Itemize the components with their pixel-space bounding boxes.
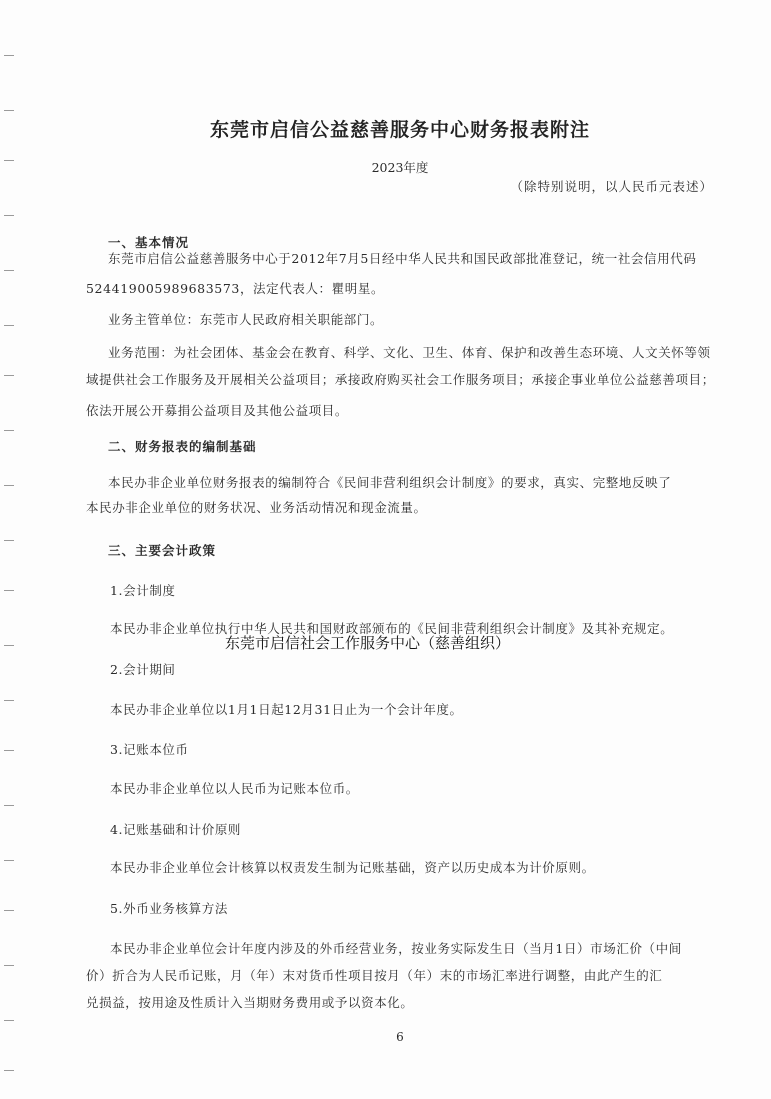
section-1-paragraph-1-line-1: 东莞市启信公益慈善服务中心于2012年7月5日经中华人民共和国民政部批准登记，统一社会信用代码: [108, 251, 697, 266]
section-1-heading: 一、基本情况: [108, 235, 190, 250]
section-1-paragraph-1-line-2: 524419005989683573，法定代表人：瞿明星。: [86, 281, 385, 296]
policy-4-text: 本民办非企业单位会计核算以权责发生制为记账基础，资产以历史成本为计价原则。: [110, 860, 595, 875]
policy-5-text-line-3: 兑损益，按用途及性质计入当期财务费用或予以资本化。: [86, 995, 414, 1010]
section-3-heading: 三、主要会计政策: [108, 543, 217, 558]
document-title: 东莞市启信公益慈善服务中心财务报表附注: [209, 119, 590, 141]
policy-4-heading: 4.记账基础和计价原则: [110, 822, 242, 837]
report-year: 2023年度: [371, 160, 429, 175]
policy-5-text-line-1: 本民办非企业单位会计年度内涉及的外币经营业务，按业务实际发生日（当月1日）市场汇价（中间: [110, 941, 682, 956]
section-1-paragraph-3-line-3: 依法开展公开募捐公益项目及其他公益项目。: [86, 403, 349, 418]
organization-stamp-text: 东莞市启信社会工作服务中心（慈善组织）: [225, 634, 511, 652]
policy-3-heading: 3.记账本位币: [110, 742, 189, 757]
section-2-paragraph-line-2: 本民办非企业单位的财务状况、业务活动情况和现金流量。: [86, 500, 427, 515]
policy-2-heading: 2.会计期间: [110, 662, 176, 677]
section-1-paragraph-3-line-1: 业务范围：为社会团体、基金会在教育、科学、文化、卫生、体育、保护和改善生态环境、人文关怀等领: [108, 345, 711, 360]
policy-5-text-line-2: 价）折合为人民币记账，月（年）末对货币性项目按月（年）末的市场汇率进行调整，由此产生的汇: [86, 968, 663, 983]
section-1-paragraph-2: 业务主管单位：东莞市人民政府相关职能部门。: [108, 312, 384, 327]
policy-1-text: 本民办非企业单位执行中华人民共和国财政部颁布的《民间非营利组织会计制度》及其补充规定。: [110, 621, 674, 636]
policy-5-heading: 5.外币业务核算方法: [110, 901, 228, 916]
currency-note: （除特别说明，以人民币元表述）: [510, 179, 713, 194]
policy-1-heading: 1.会计制度: [110, 583, 176, 598]
policy-2-text: 本民办非企业单位以1月1日起12月31日止为一个会计年度。: [110, 702, 463, 717]
section-2-heading: 二、财务报表的编制基础: [108, 439, 257, 454]
section-2-paragraph-line-1: 本民办非企业单位财务报表的编制符合《民间非营利组织会计制度》的要求，真实、完整地反映了: [108, 475, 672, 490]
section-1-paragraph-3-line-2: 域提供社会工作服务及开展相关公益项目；承接政府购买社会工作服务项目；承接企事业单位公益慈善项目；: [86, 372, 715, 387]
page-number: 6: [396, 1030, 404, 1044]
policy-3-text: 本民办非企业单位以人民币为记账本位币。: [110, 781, 359, 796]
